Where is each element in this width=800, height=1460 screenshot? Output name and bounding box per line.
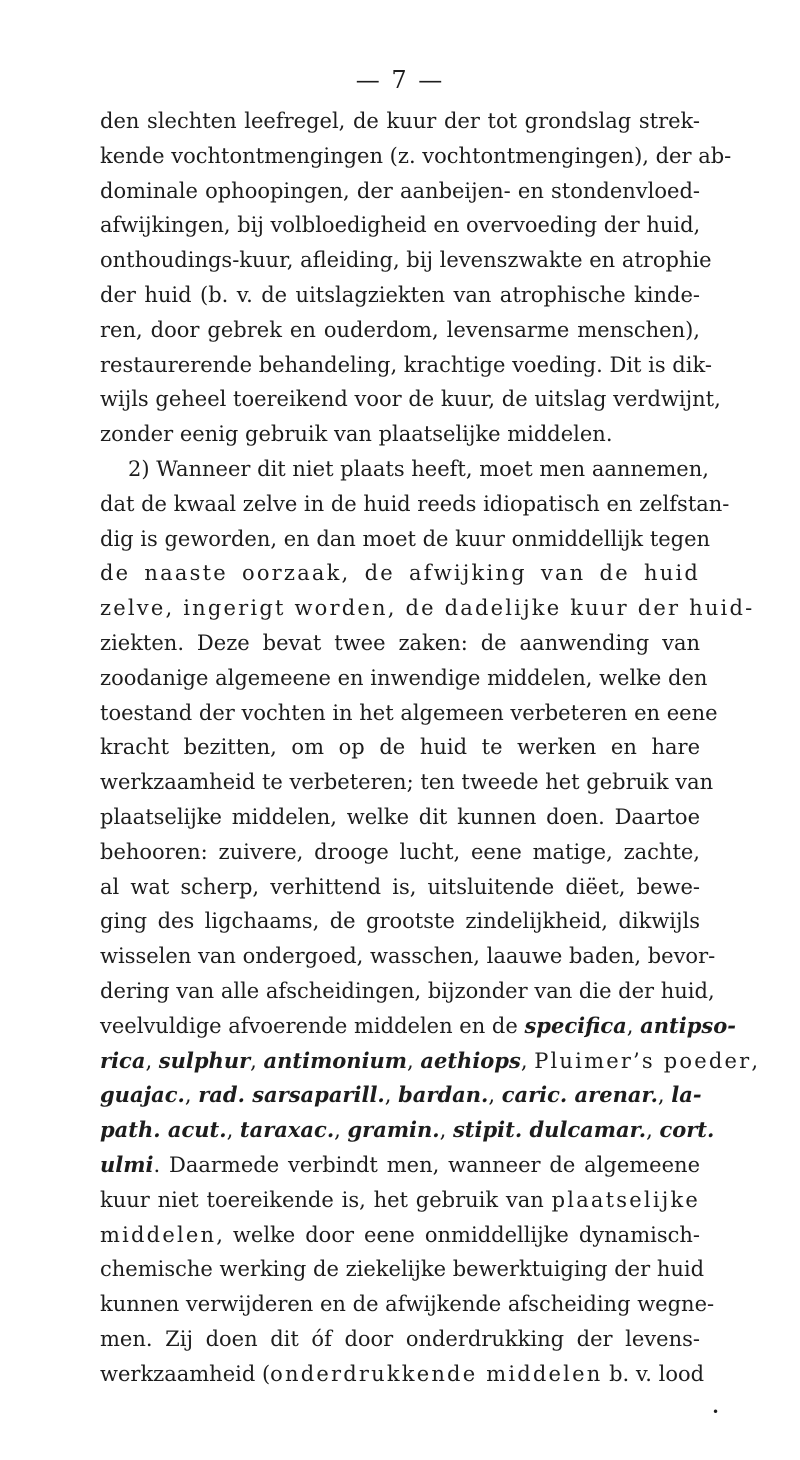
text-line: veelvuldige afvoerende middelen en de specifica, antipso- [100, 1012, 736, 1038]
page-number: — 7 — [355, 66, 445, 94]
text-line: kuur niet toereikende is, het gebruik van plaatselijke [100, 1187, 700, 1212]
text-line: werkzaamheid (onderdrukkende middelen b. v. lood [100, 1361, 705, 1386]
text-line: kunnen verwijderen en de afwijkende afscheiding wegne- [100, 1292, 715, 1317]
text-line: zonder eenig gebruik van plaatselijke middelen. [100, 422, 613, 447]
text-line: kende vochtontmengingen (z. vochtontmengingen), der ab- [100, 143, 732, 168]
text-line: men. Zij doen dit óf door onderdrukking der levens- [100, 1326, 700, 1351]
text-line: de naaste oorzaak, de afwijking van de huid [100, 561, 700, 586]
text-line: werkzaamheid te verbeteren; ten tweede het gebruik van [100, 770, 714, 795]
text-line: ren, door gebrek en ouderdom, levensarme menschen), [100, 317, 700, 342]
text-line: restaurerende behandeling, krachtige voeding. Dit is dik- [100, 352, 712, 377]
body-text [100, 104, 759, 1391]
text-line: al wat scherp, verhittend is, uitsluitende diëet, bewe- [100, 874, 700, 899]
text-line: plaatselijke middelen, welke dit kunnen doen. Daartoe [100, 804, 700, 829]
text-line: onthoudings-kuur, afleiding, bij levenszwakte en atrophie [100, 248, 712, 273]
text-line: dering van alle afscheidingen, bijzonder van die der huid, [100, 978, 715, 1003]
text-line: dominale ophoopingen, der aanbeijen- en stondenvloed- [100, 178, 700, 203]
text-line: guajac., rad. sarsaparill., bardan., caric. arenar., la- [100, 1082, 702, 1108]
text-line: kracht bezitten, om op de huid te werken en hare [100, 735, 700, 760]
text-line: 2) Wanneer dit niet plaats heeft, moet men aannemen, [128, 456, 709, 481]
text-line: wisselen van ondergoed, wasschen, laauwe baden, bevor- [100, 944, 716, 969]
text-line: dat de kwaal zelve in de huid reeds idiopatisch en zelfstan- [100, 491, 730, 516]
text-line: ging des ligchaams, de grootste zindelijkheid, dikwijls [100, 909, 700, 934]
margin-mark: • [712, 1405, 720, 1419]
text-line: ulmi. Daarmede verbindt men, wanneer de algemeene [100, 1151, 700, 1177]
text-line: dig is geworden, en dan moet de kuur onmiddellijk tegen [100, 526, 711, 551]
text-line: ziekten. Deze bevat twee zaken: de aanwending van [100, 630, 700, 655]
text-line: path. acut., taraxac., gramin., stipit. dulcamar., cort. [100, 1117, 715, 1143]
text-line: den slechten leefregel, de kuur der tot grondslag strek- [100, 109, 700, 133]
text-line: rica, sulphur, antimonium, aethiops, Pluimer’s poeder, [100, 1047, 759, 1073]
text-line: der huid (b. v. de uitslagziekten van atrophische kinde- [100, 282, 700, 307]
text-line: behooren: zuivere, drooge lucht, eene matige, zachte, [100, 839, 700, 864]
text-line: wijls geheel toereikend voor de kuur, de uitslag verdwijnt, [100, 387, 721, 412]
text-line: toestand der vochten in het algemeen verbeteren en eene [100, 700, 718, 725]
text-line: afwijkingen, bij volbloedigheid en overvoeding der huid, [100, 213, 701, 238]
text-line: middelen, welke door eene onmiddellijke dynamisch- [100, 1222, 700, 1247]
text-line: chemische werking de ziekelijke bewerktuiging der huid [100, 1257, 705, 1282]
text-line: zelve, ingerigt worden, de dadelijke kuur der huid- [100, 596, 755, 621]
text-line: zoodanige algemeene en inwendige middelen, welke den [100, 665, 708, 690]
